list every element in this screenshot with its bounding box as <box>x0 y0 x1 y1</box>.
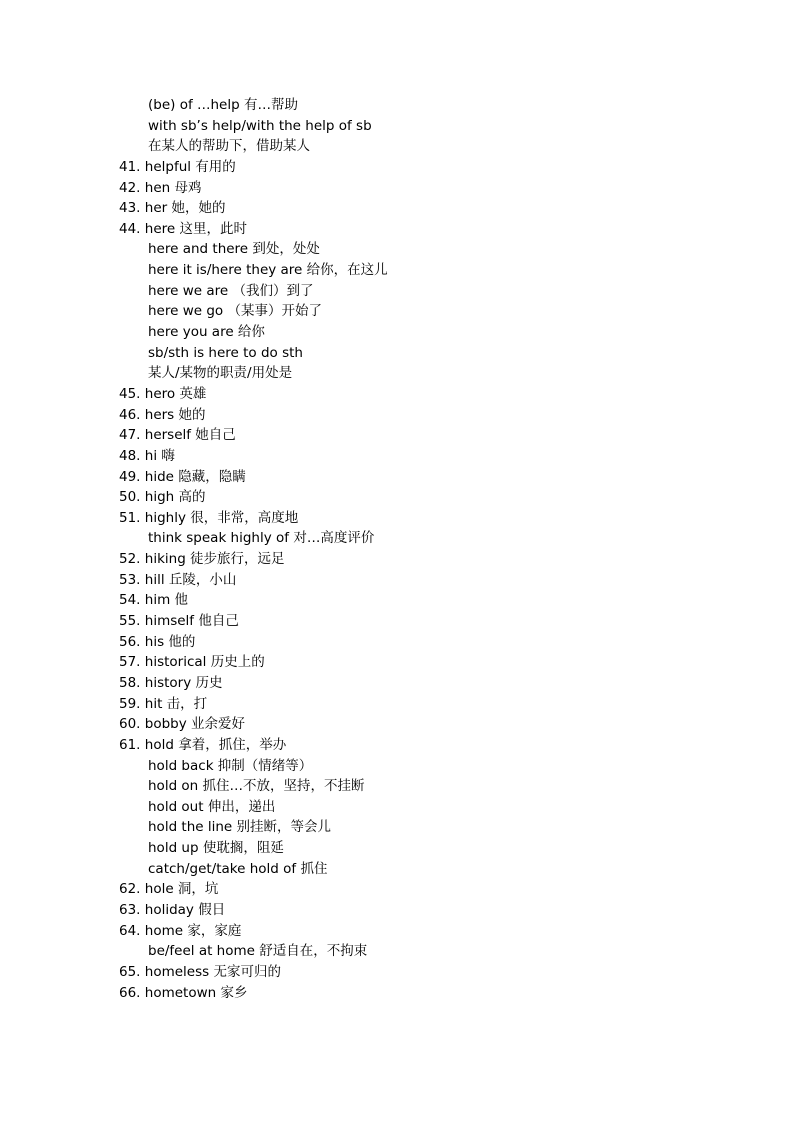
vocab-sub-line: 在某人的帮助下，借助某人 <box>148 138 310 155</box>
vocab-sub-line: here we go （某事）开始了 <box>148 303 322 320</box>
vocab-entry: 52. hiking 徒步旅行，远足 <box>119 551 285 568</box>
vocab-sub-line: hold back 抑制（情绪等） <box>148 757 313 774</box>
vocab-entry: 42. hen 母鸡 <box>119 179 202 196</box>
vocab-sub-line: 某人/某物的职责/用处是 <box>148 365 293 382</box>
vocab-entry: 48. hi 嗨 <box>119 447 175 464</box>
vocab-entry: 51. highly 很，非常，高度地 <box>119 509 299 526</box>
vocab-sub-line: sb/sth is here to do sth <box>148 344 303 361</box>
vocab-entry: 60. bobby 业余爱好 <box>119 716 246 733</box>
vocab-entry: 41. helpful 有用的 <box>119 158 236 175</box>
vocab-entry: 54. him 他 <box>119 592 189 609</box>
vocab-sub-line: think speak highly of 对…高度评价 <box>148 530 375 547</box>
vocab-sub-line: hold up 使耽搁，阻延 <box>148 840 284 857</box>
vocab-entry: 63. holiday 假日 <box>119 901 226 918</box>
vocab-sub-line: here you are 给你 <box>148 324 265 341</box>
vocab-entry: 55. himself 他自己 <box>119 613 239 630</box>
vocab-entry: 45. hero 英雄 <box>119 385 207 402</box>
vocab-entry: 49. hide 隐藏，隐瞒 <box>119 468 246 485</box>
vocab-entry: 57. historical 历史上的 <box>119 654 265 671</box>
vocab-sub-line: catch/get/take hold of 抓住 <box>148 860 328 877</box>
vocab-sub-line: here we are （我们）到了 <box>148 282 314 299</box>
vocab-entry: 62. hole 洞，坑 <box>119 881 219 898</box>
vocab-entry: 61. hold 拿着，抓住，举办 <box>119 736 287 753</box>
vocab-sub-line: with sb’s help/with the help of sb <box>148 117 372 134</box>
vocab-sub-line: hold out 伸出，递出 <box>148 798 276 815</box>
vocab-sub-line: hold on 抓住…不放，坚持，不挂断 <box>148 778 365 795</box>
vocab-entry: 56. his 他的 <box>119 633 196 650</box>
vocab-sub-line: hold the line 别挂断，等会儿 <box>148 819 332 836</box>
vocabulary-list <box>0 95 794 1003</box>
vocab-entry: 50. high 高的 <box>119 489 206 506</box>
vocab-entry: 46. hers 她的 <box>119 406 206 423</box>
vocab-entry: 59. hit 击，打 <box>119 695 208 712</box>
vocab-entry: 43. her 她，她的 <box>119 200 226 217</box>
vocab-entry: 44. here 这里，此时 <box>119 220 247 237</box>
vocab-entry: 58. history 历史 <box>119 674 223 691</box>
vocab-entry: 47. herself 她自己 <box>119 427 236 444</box>
vocab-sub-line: here and there 到处，处处 <box>148 241 320 258</box>
vocab-sub-line: be/feel at home 舒适自在，不拘束 <box>148 943 368 960</box>
vocab-sub-line: here it is/here they are 给你，在这儿 <box>148 262 388 279</box>
vocab-entry: 66. hometown 家乡 <box>119 984 248 1001</box>
vocab-entry: 65. homeless 无家可归的 <box>119 963 281 980</box>
vocab-entry: 64. home 家，家庭 <box>119 922 242 939</box>
vocab-entry: 53. hill 丘陵，小山 <box>119 571 237 588</box>
vocab-sub-line: (be) of …help 有…帮助 <box>148 97 298 113</box>
